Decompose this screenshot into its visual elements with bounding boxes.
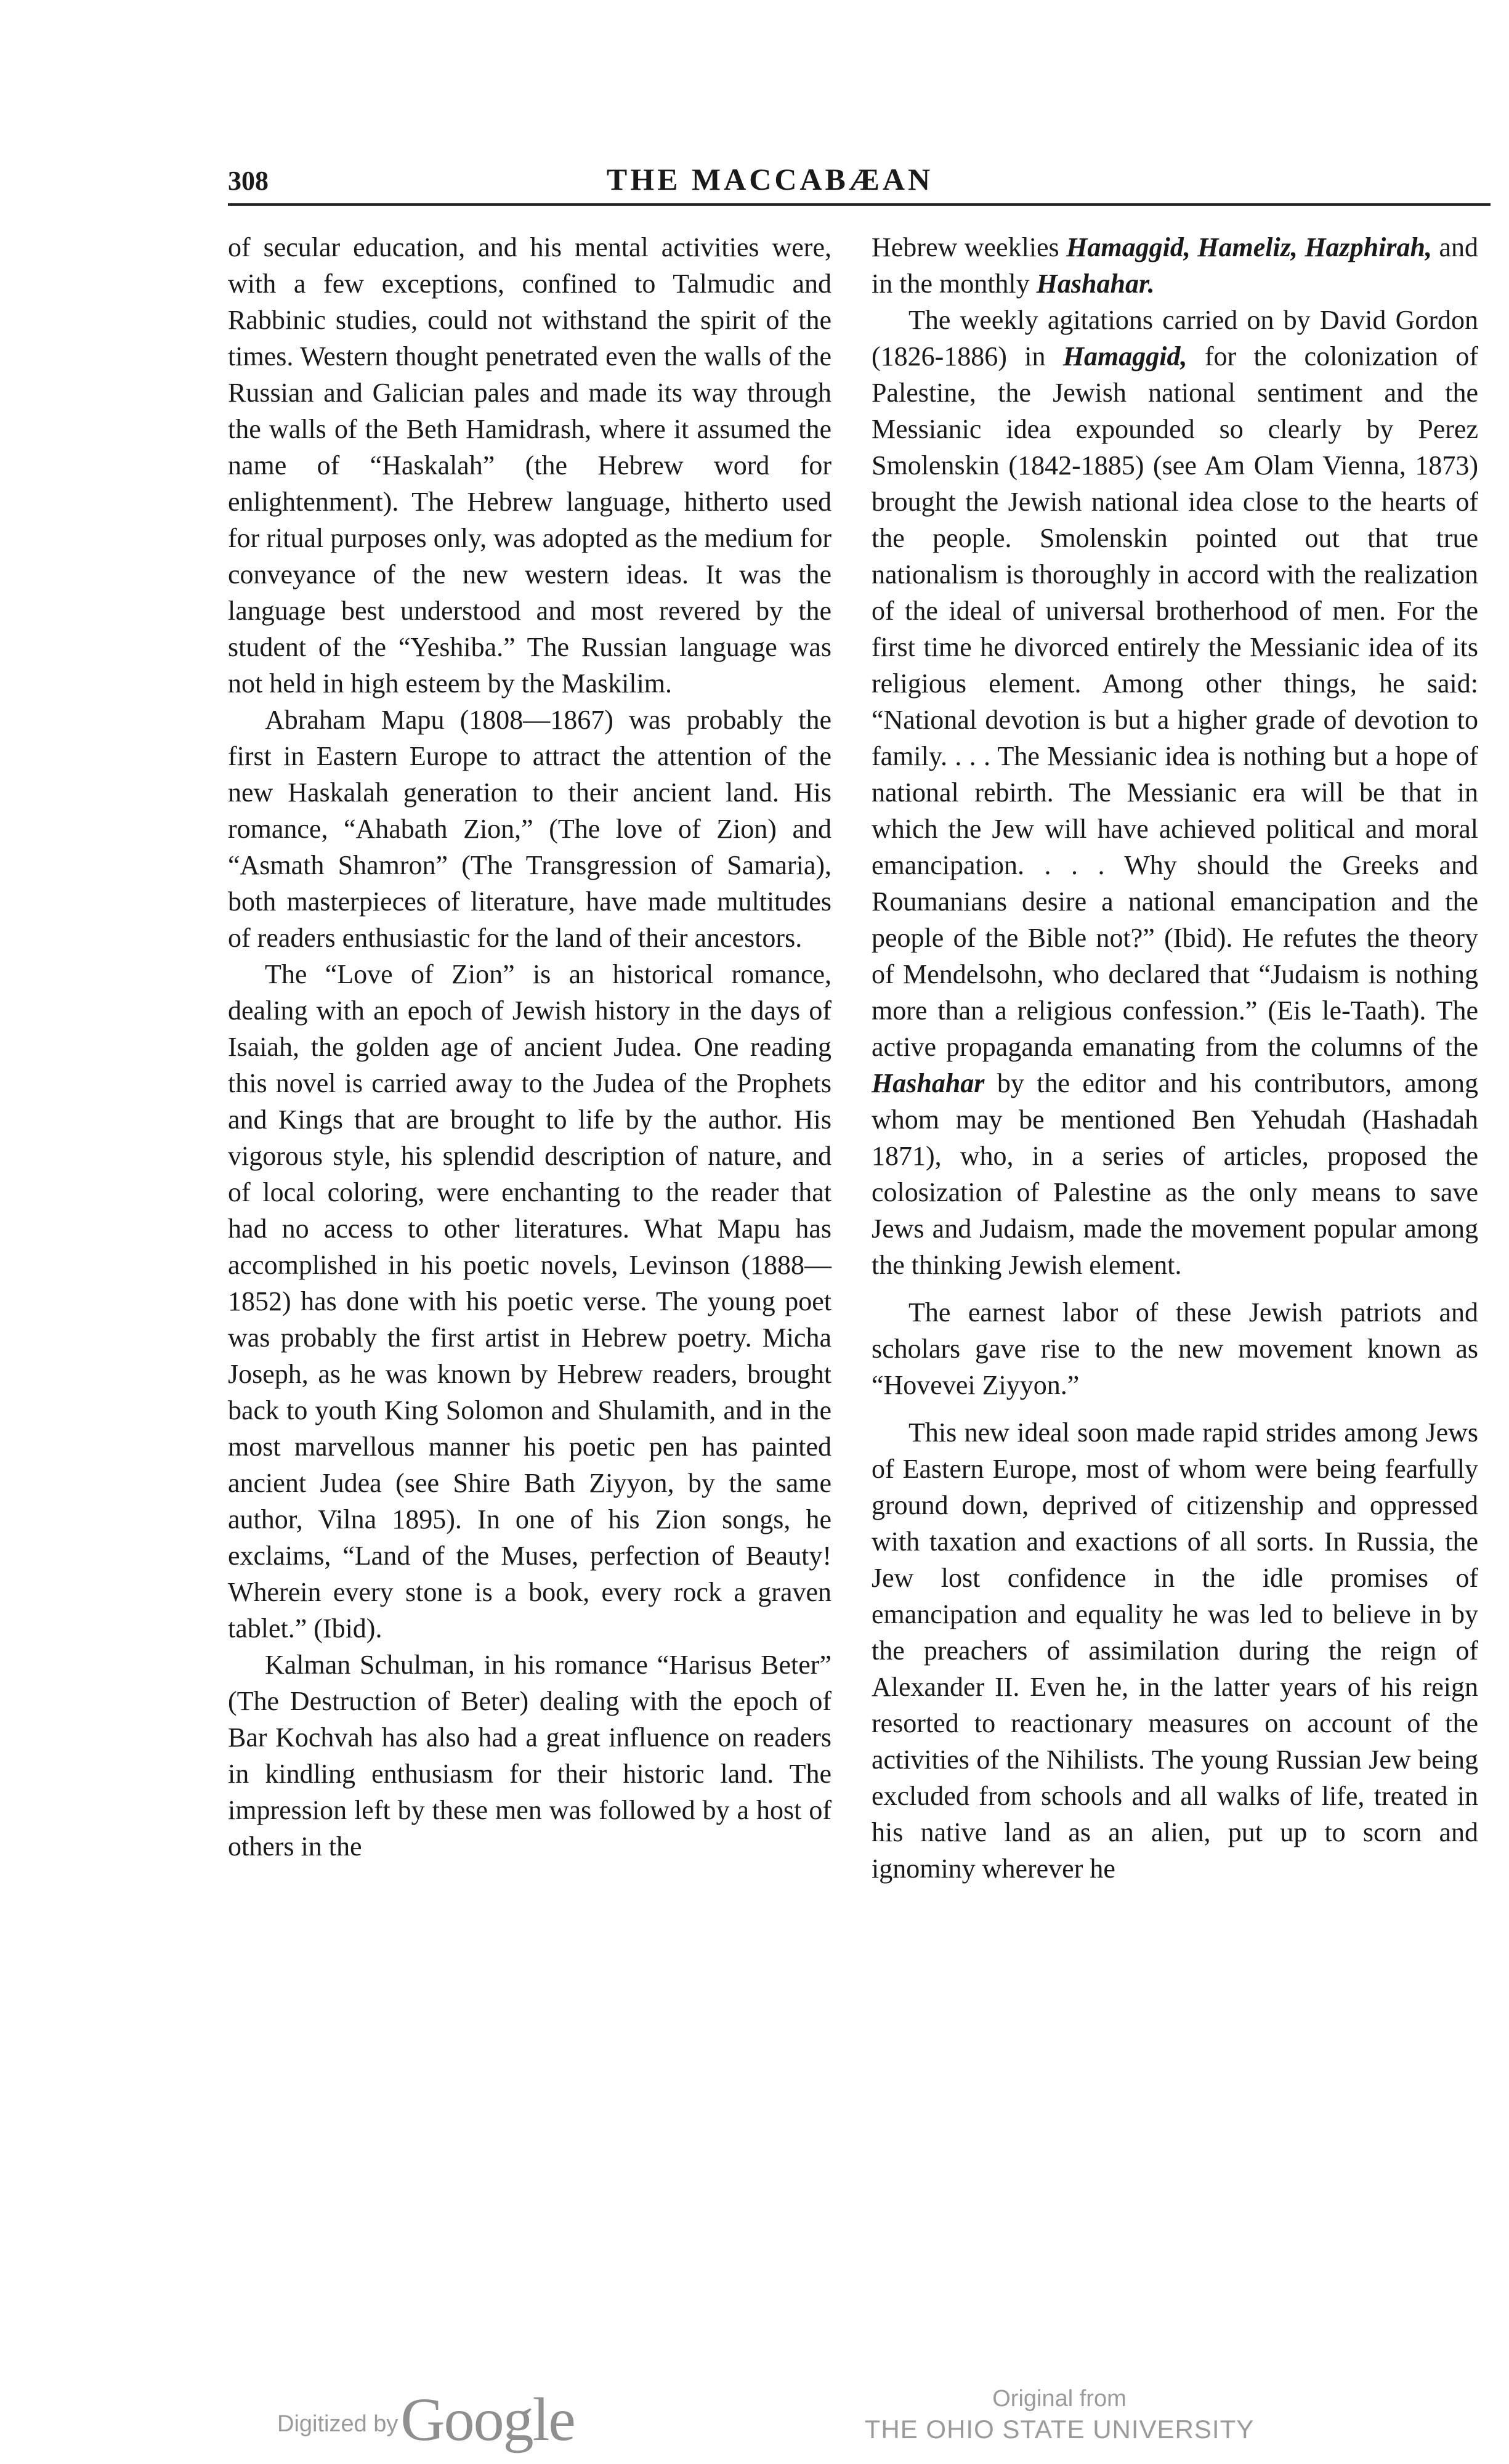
left-paragraph-3: The “Love of Zion” is an historical romance, dealing with an epoch of Jewish history in the days of Isaiah, the golden age of ancient Judea. One reading this novel is carried away to the Judea of the Prophets and Kings that are brought to life by the author. His vigorous style, his splendid description of nature, and of local coloring, were enchanting to the reader that had no access to other literatures. What Mapu has accomplished in his poetic novels, Levinson (1888—1852) has done with his poetic verse. The young poet was probably the first artist in Hebrew poetry. Micha Joseph, as he was known by Hebrew readers, brought back to youth King Solomon and Shulamith, and in the most marvellous manner his poetic pen has painted ancient Judea (see Shire Bath Ziyyon, by the same author, Vilna 1895). In one of his Zion songs, he exclaims, “Land of the Muses, perfection of Beauty! Wherein every stone is a book, every rock a graven tablet.” (Ibid). [228,959,831,1643]
left-paragraph-1: of secular education, and his mental activities were, with a few exceptions, confined to Talmudic and Rabbinic studies, could not withstand the spirit of the times. Western thought penetrated even the walls of the Russian and Galician pales and made its way through the walls of the Beth Hamidrash, where it assumed the name of “Haskalah” (the Hebrew word for enlightenment). The Hebrew language, hitherto used for ritual purposes only, was adopted as the medium for conveyance of the new western ideas. It was the language best understood and most revered by the student of the “Yeshiba.” The Russian language was not held in high esteem by the Maskilim. [228,232,831,699]
digitized-by-footer [277,2384,708,2454]
original-from-label: Original from [992,2386,1127,2412]
left-paragraph-4: Kalman Schulman, in his romance “Harisus Beter” (The Destruction of Beter) dealing with the epoch of Bar Kochvah has also had a great influence on readers in kindling enthusiasm for their historic land. The impression left by these men was followed by a host of others in the [228,1650,831,1862]
page-header [228,161,1312,198]
right-p1-papers: Hamaggid, Hameliz, Hazphirah, [1066,232,1432,262]
right-p2-paper: Hamaggid, [1062,341,1187,371]
right-p2-rest: for the colonization of Palestine, the Jewish national sentiment and the Messianic idea expounded so clearly by Perez Smolenskin (1842-1885) (see Am Olam Vienna, 1873) brought the Jewish national idea close to the hearts of the people. Smolenskin pointed out that true nationalism is thoroughly in accord with the realization of the ideal of universal brotherhood of men. For the first time he divorced entirely the Messianic idea of its religious element. Among other things, he said: “National devotion is but a higher grade of devotion to family. . . . The Messianic idea is nothing but a hope of national rebirth. The Messianic era will be that in which the Jew will have achieved political and moral emancipation. . . . Why should the Greeks and Roumanians desire a national emancipation and the people of the Bible not?” (Ibid). He refutes the theory of Mendelsohn, who declared that “Judaism is nothing more than a religious confession.” (Eis le-Taath). The active propaganda emanating from the columns of the [872,341,1478,1062]
right-paragraph-1 [872,229,1478,302]
right-paragraph-2 [872,302,1478,1283]
source-footer [850,2384,1269,2446]
right-paragraph-4: This new ideal soon made rapid strides among Jews of Eastern Europe, most of whom were being fearfully ground down, deprived of citizenship and oppressed with taxation and exactions of all sorts. In Russia, the Jew lost confidence in the idle promises of emancipation and equality he was led to believe in by the preachers of assimilation during the reign of Alexander II. Even he, in the latter years of his reign resorted to reactionary measures on account of the activities of the Nihilists. The young Russian Jew being excluded from schools and all walks of life, treated in his native land as an alien, put up to scorn and ignominy wherever he [872,1417,1478,1884]
right-p1-start: Hebrew weeklies [872,232,1067,262]
university-label: THE OHIO STATE UNIVERSITY [864,2415,1255,2444]
right-p2-start: The weekly agitations carried on by David Gordon (1826-1886) in [872,305,1478,371]
right-p1-mid: and in the monthly [872,232,1478,299]
right-paragraph-3: The earnest labor of these Jewish patriots and scholars gave rise to the new movement known as “Hovevei Ziyyon.” [872,1297,1478,1400]
page-number: 308 [228,166,269,196]
right-column [872,229,1478,1887]
running-title: THE MACCABÆAN [606,162,934,197]
google-logo: Google [400,2385,575,2454]
header-rule [228,203,1491,206]
right-p2-paper2: Hashahar [872,1068,985,1098]
left-column [228,229,831,1865]
digitized-by-label: Digitized by [277,2411,398,2437]
right-p1-monthly: Hashahar. [1036,269,1155,299]
left-paragraph-2: Abraham Mapu (1808—1867) was probably the first in Eastern Europe to attract the attention of the new Haskalah generation to their ancient land. His romance, “Ahabath Zion,” (The love of Zion) and “Asmath Shamron” (The Transgression of Samaria), both masterpieces of literature, have made multitudes of readers enthusiastic for the land of their ancestors. [228,705,831,953]
right-p2-end: by the editor and his contributors, among whom may be mentioned Ben Yehudah (Hashadah 1871), who, in a series of articles, proposed the colosization of Palestine as the only means to save Jews and Judaism, made the movement popular among the thinking Jewish element. [872,1068,1478,1280]
